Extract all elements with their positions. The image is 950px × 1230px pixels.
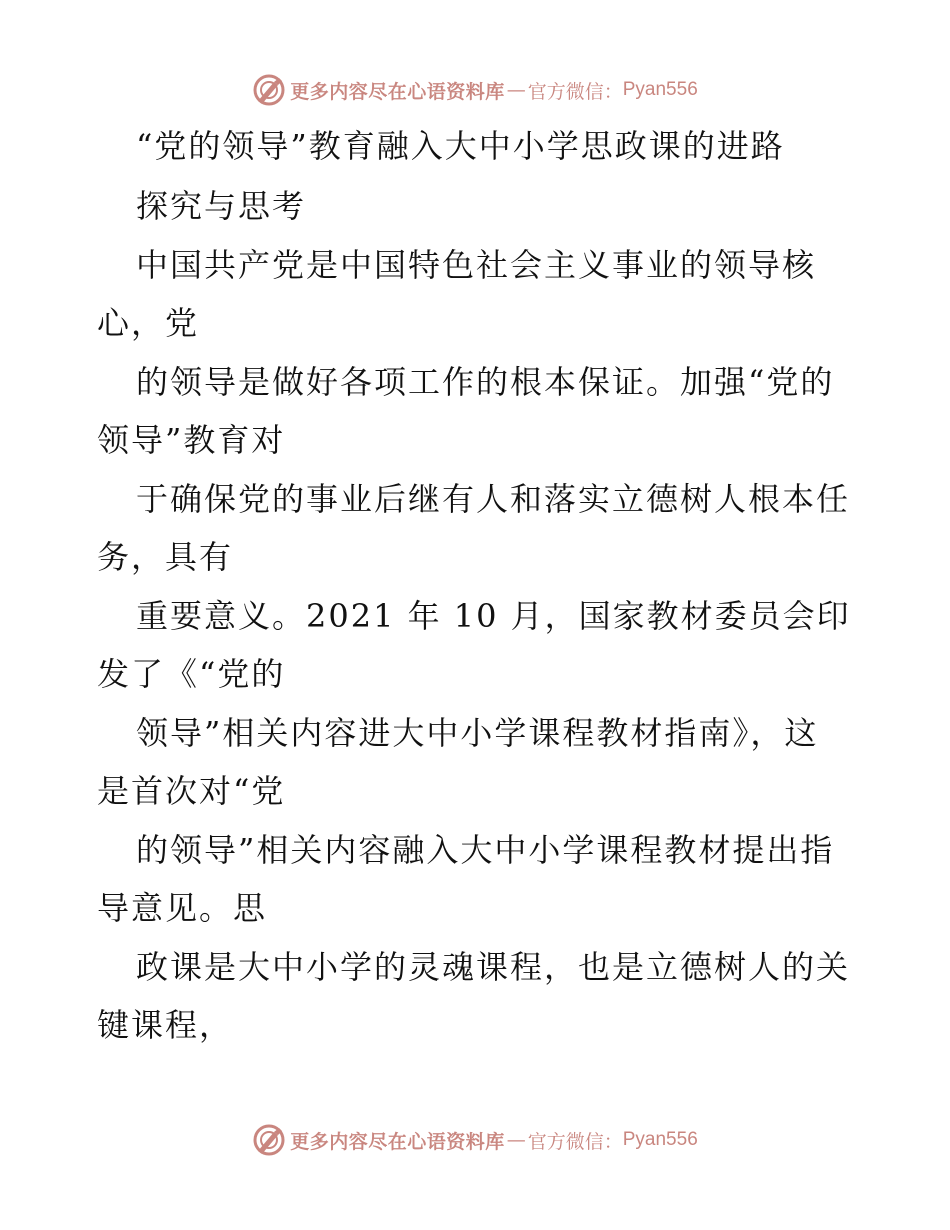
banner-wechat-id: Pyan556 bbox=[622, 1129, 698, 1150]
paragraph-line: 心，党 bbox=[97, 304, 200, 342]
paragraph-line: 键课程， bbox=[97, 1006, 234, 1044]
banner-wechat-id: Pyan556 bbox=[622, 79, 698, 100]
pen-logo-icon bbox=[252, 73, 286, 107]
paragraph-line: 于确保党的事业后继有人和落实立德树人根本任 bbox=[136, 480, 851, 518]
banner-wechat-label: 官方微信： bbox=[527, 80, 623, 103]
paragraph-line: 的领导是做好各项工作的根本保证。加强“党的 bbox=[136, 363, 835, 401]
document-title-line-1: “党的领导”教育融入大中小学思政课的进路 bbox=[136, 127, 785, 165]
document-title-line-2: 探究与思考 bbox=[136, 187, 307, 225]
banner-separator: — bbox=[506, 1129, 526, 1151]
paragraph-line: 领导”相关内容进大中小学课程教材指南》，这 bbox=[136, 714, 819, 752]
paragraph-line: 是首次对“党 bbox=[97, 772, 286, 810]
header-banner bbox=[0, 70, 950, 110]
footer-banner bbox=[0, 1120, 950, 1160]
banner-wechat-label: 官方微信： bbox=[527, 1130, 623, 1153]
banner-separator: — bbox=[506, 79, 526, 101]
paragraph-line: 导意见。思 bbox=[97, 889, 268, 927]
paragraph-line: 领导”教育对 bbox=[97, 421, 286, 459]
paragraph-line: 中国共产党是中国特色社会主义事业的领导核 bbox=[136, 246, 817, 284]
paragraph-line: 的领导”相关内容融入大中小学课程教材提出指 bbox=[136, 831, 835, 869]
banner-text: 更多内容尽在心语资料库 bbox=[290, 1130, 505, 1153]
banner-text: 更多内容尽在心语资料库 bbox=[290, 80, 505, 103]
paragraph-line: 政课是大中小学的灵魂课程，也是立德树人的关 bbox=[136, 948, 851, 986]
paragraph-line: 发了《“党的 bbox=[97, 655, 286, 693]
paragraph-line: 务，具有 bbox=[97, 538, 234, 576]
paragraph-line: 重要意义。2021 年 10 月，国家教材委员会印 bbox=[136, 597, 851, 635]
pen-logo-icon bbox=[252, 1123, 286, 1157]
